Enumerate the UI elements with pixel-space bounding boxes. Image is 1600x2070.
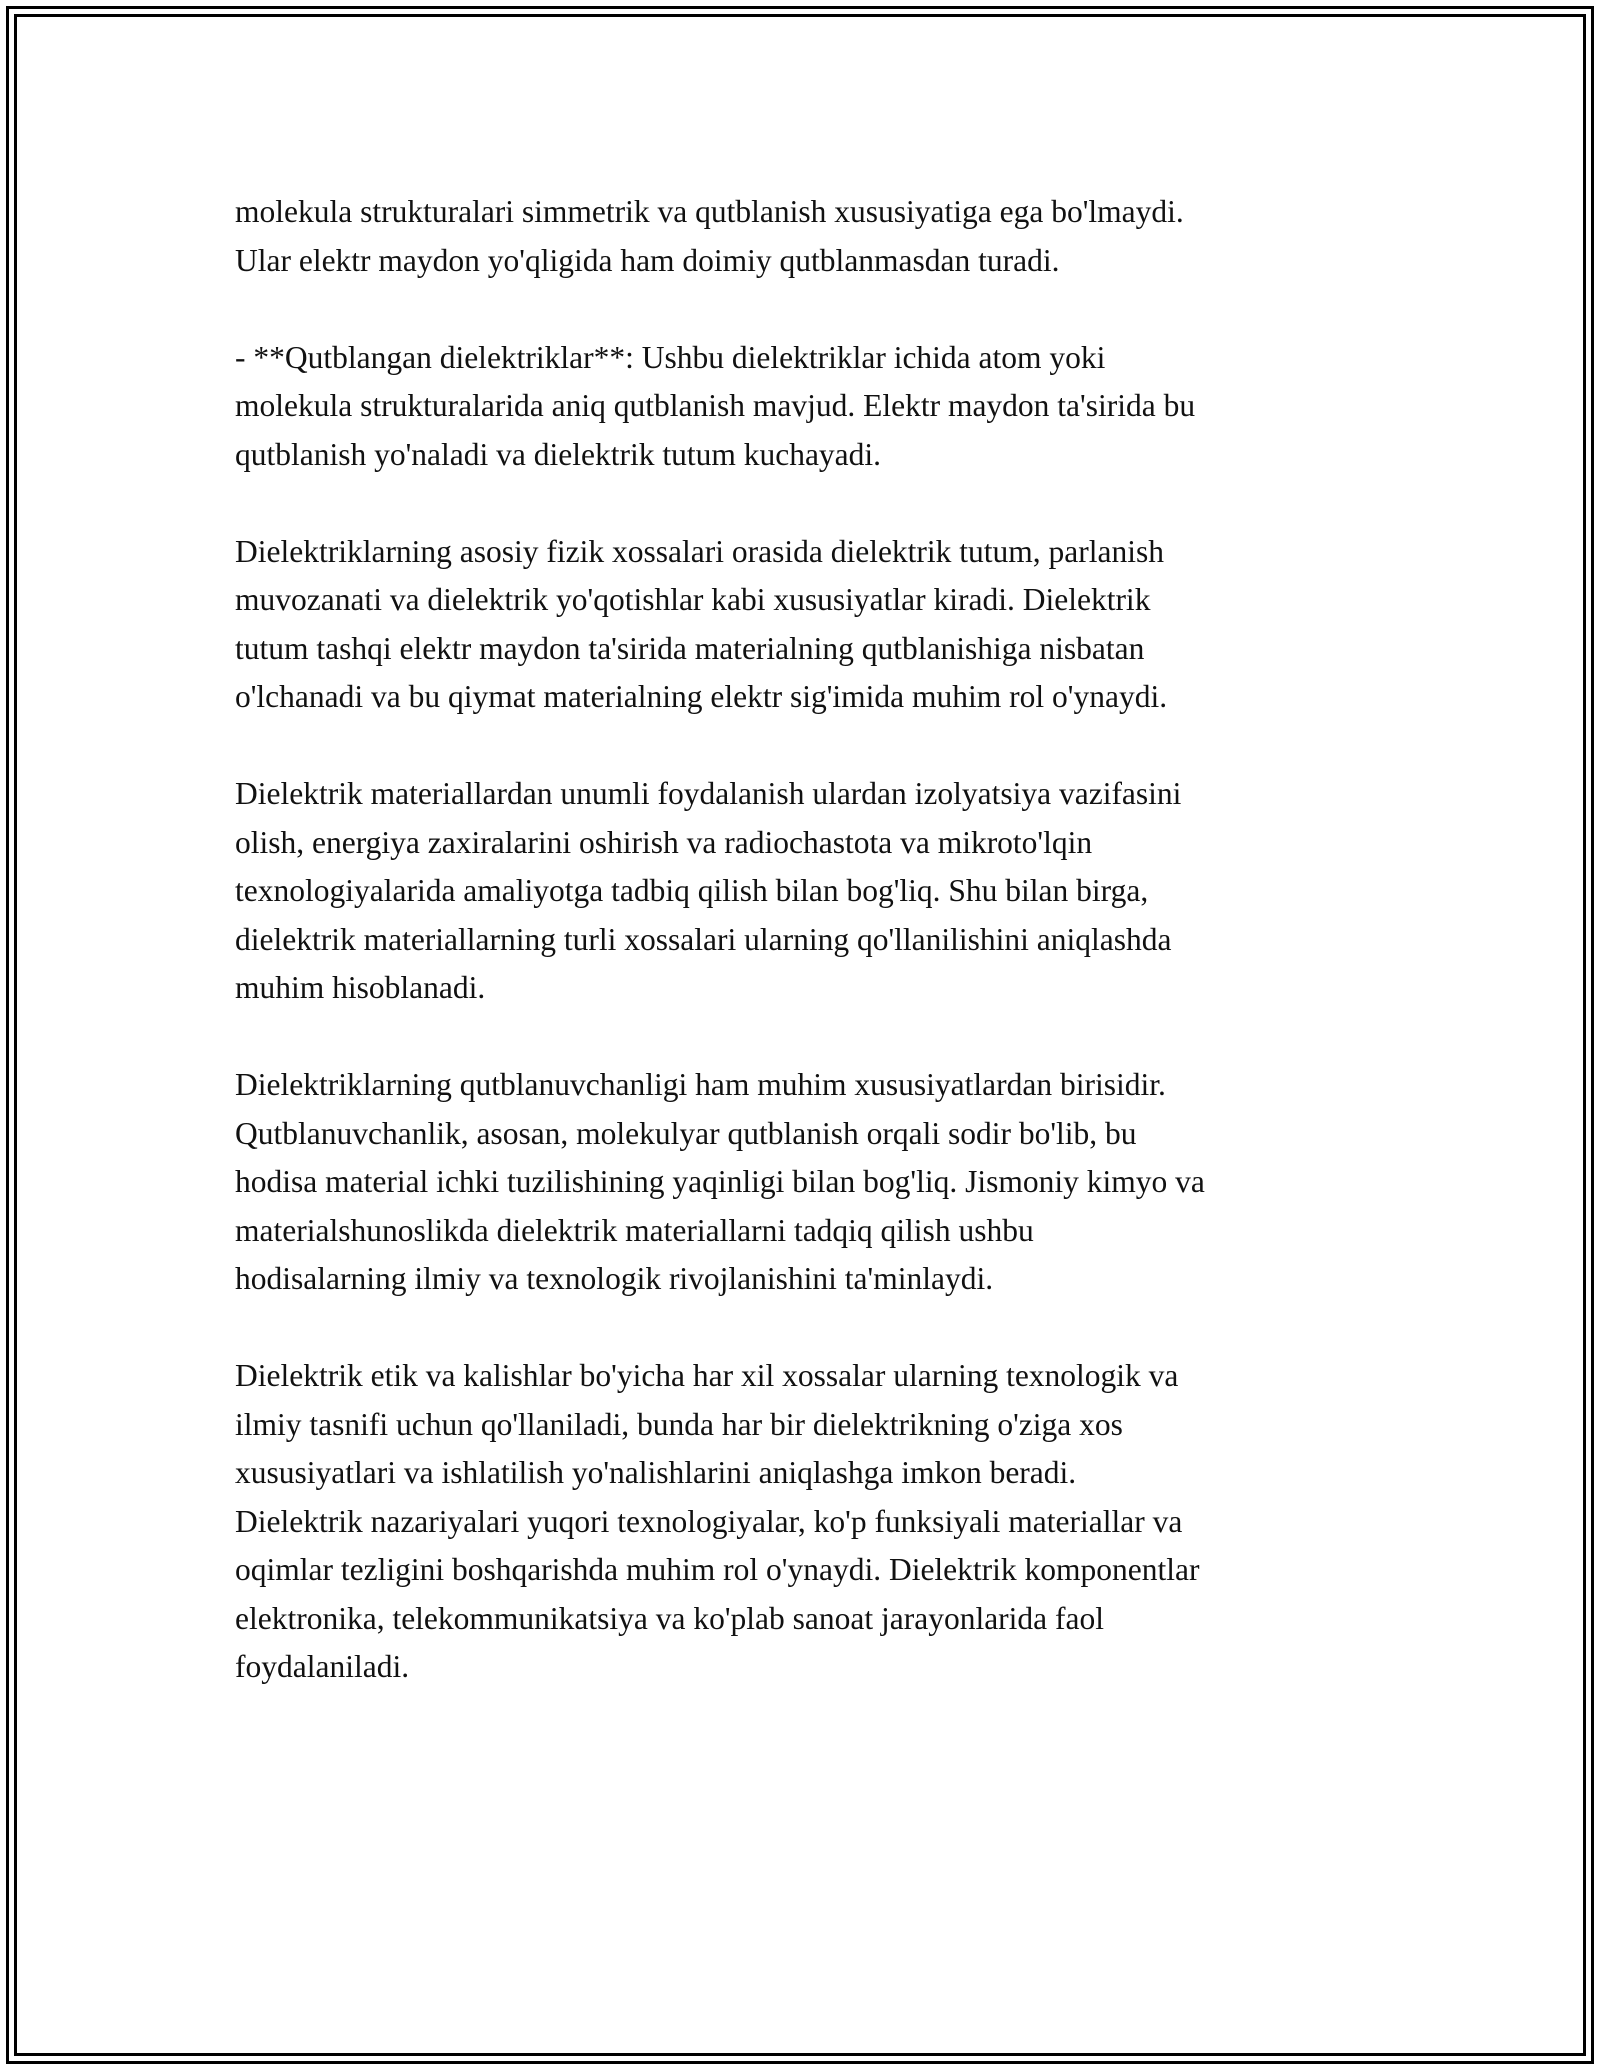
paragraph-2: - **Qutblangan dielektriklar**: Ushbu dielektriklar ichida atom yoki molekula strukturalarida aniq qutblanish mavjud. Elektr maydon ta'sirida bu qutblanish yo'naladi va dielektrik tutum kuchayadi.: [235, 339, 1196, 472]
document-body: [235, 188, 1395, 1740]
paragraph-1: molekula strukturalari simmetrik va qutblanish xususiyatiga ega bo'lmaydi. Ular elektr maydon yo'qligida ham doimiy qutblanmasdan turadi.: [235, 194, 1184, 278]
paragraph-4: Dielektrik materiallardan unumli foydalanish ulardan izolyatsiya vazifasini olish, energiya zaxiralarini oshirish va radiochastota va mikroto'lqin texnologiyalarida amaliyotga tadbiq qilish bilan bog'liq. Shu bilan birga, dielektrik materiallarning turli xossalari ularning qo'llanilishini aniqlashda muhim hisoblanadi.: [235, 776, 1182, 1005]
paragraph-3: Dielektriklarning asosiy fizik xossalari orasida dielektrik tutum, parlanish muvozanati va dielektrik yo'qotishlar kabi xususiyatlar kiradi. Dielektrik tutum tashqi elektr maydon ta'sirida materialning qutblanishiga nisbatan o'lchanadi va bu qiymat materialning elektr sig'imida muhim rol o'ynaydi.: [235, 533, 1168, 714]
paragraph-6: Dielektrik etik va kalishlar bo'yicha har xil xossalar ularning texnologik va ilmiy tasnifi uchun qo'llaniladi, bunda har bir dielektrikning o'ziga xos xususiyatlari va ishlatilish yo'nalishlarini aniqlashga imkon beradi. Dielektrik nazariyalari yuqori texnologiyalar, ko'p funksiyali materiallar va oqimlar tezligini boshqarishda muhim rol o'ynaydi. Dielektrik komponentlar elektronika, telekommunikatsiya va ko'plab sanoat jarayonlarida faol foydalaniladi.: [235, 1358, 1200, 1684]
paragraph-5: Dielektriklarning qutblanuvchanligi ham muhim xususiyatlardan birisidir. Qutblanuvchanlik, asosan, molekulyar qutblanish orqali sodir bo'lib, bu hodisa material ichki tuzilishining yaqinligi bilan bog'liq. Jismoniy kimyo va materialshunoslikda dielektrik materiallarni tadqiq qilish ushbu hodisalarning ilmiy va texnologik rivojlanishini ta'minlaydi.: [235, 1067, 1205, 1296]
